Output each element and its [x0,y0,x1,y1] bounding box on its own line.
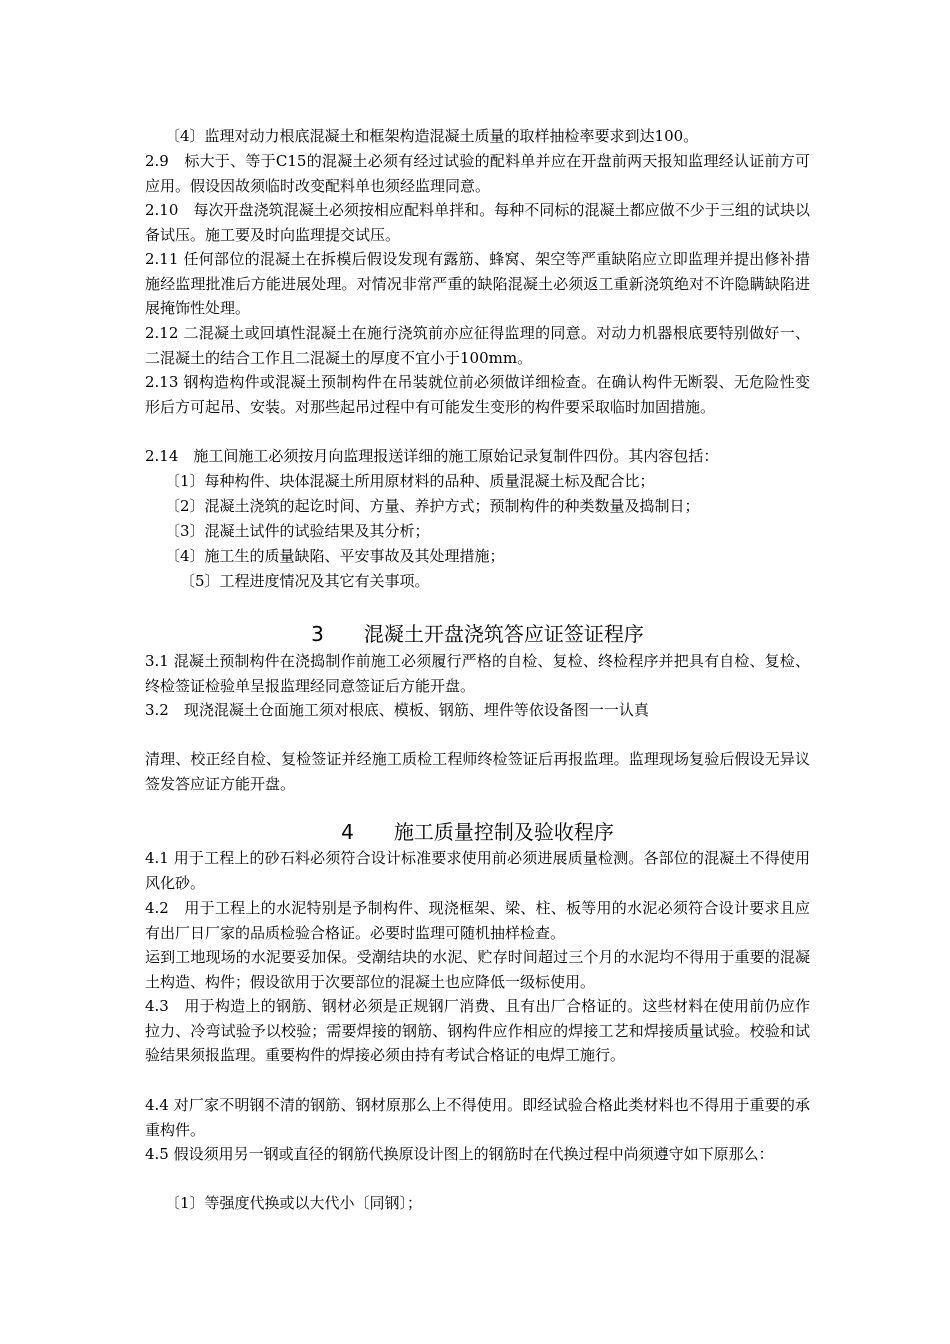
list-item-3: 〔3〕混凝土试件的试验结果及其分析； [165,522,430,540]
clause-4-2-storage: 运到工地现场的水泥要妥加保。受潮结块的水泥、贮存时间超过三个月的水泥均不得用于重要的混凝土构造、构件；假设欲用于次要部位的混凝土也应降低一级标使用。 [145,948,810,991]
clause-3-2-continued: 清理、校正经自检、复检签证并经施工质检工程师终检签证后再报监理。监理现场复验后假设无异议签发答应证方能开盘。 [145,750,810,793]
clause-2-10: 2.10 每次开盘浇筑混凝土必须按相应配料单拌和。每种不同标的混凝土都应做不少于三组的试块以备试压。施工要及时向监理提交试压。 [145,201,810,244]
clause-2-13: 2.13 钢构造构件或混凝土预制构件在吊装就位前必须做详细检查。在确认构件无断裂、无危险性变形后方可起吊、安装。对那些起吊过程中有可能发生变形的构件要采取临时加固措施。 [145,373,810,416]
clause-4-1: 4.1 用于工程上的砂石料必须符合设计标准要求使用前必须进展质量检测。各部位的混凝土不得使用风化砂。 [145,849,810,892]
clause-2-11: 2.11 任何部位的混凝土在拆模后假设发现有露筋、蜂窝、架空等严重缺陷应立即监理并提出修补措施经监理批准后方能进展处理。对情况非常严重的缺陷混凝土必须返工重新浇筑绝对不许隐瞒缺陷进展掩饰性处理。 [145,250,810,317]
clause-4-5: 4.5 假设须用另一钢或直径的钢筋代换原设计图上的钢筋时在代换过程中尚须遵守如下原那么： [145,1145,774,1163]
clause-2-14: 2.14 施工间施工必须按月向监理报送详细的施工原始记录复制件四份。其内容包括： [145,447,719,465]
clause-4-4: 4.4 对厂家不明钢不清的钢筋、钢材原那么上不得使用。即经试验合格此类材料也不得用于重要的承重构件。 [145,1096,810,1139]
clause-4-5-item-1: 〔1〕等强度代换或以大代小〔同钢〕； [165,1194,423,1212]
clause-3-2: 3.2 现浇混凝土仓面施工须对根底、模板、钢筋、埋件等依设备图一一认真 [145,701,649,719]
section-3-heading: 3 混凝土开盘浇筑答应证签证程序 [311,622,644,646]
list-item-2: 〔2〕混凝土浇筑的起讫时间、方量、养护方式；预制构件的种类数量及捣制日； [165,497,700,515]
list-item-5: 〔5〕工程进度情况及其它有关事项。 [180,572,430,590]
clause-4-3: 4.3 用于构造上的钢筋、钢材必须是正规钢厂消费、且有出厂合格证的。这些材料在使用前仍应作拉力、冷弯试验予以校验；需要焊接的钢筋、钢构件应作相应的焊接工艺和焊接质量试验。校验和试验结果须报监理。重要构件的焊接必须由持有考试合格证的电焊工施行。 [145,997,810,1064]
clause-4-2: 4.2 用于工程上的水泥特别是予制构件、现浇框架、梁、柱、板等用的水泥必须符合设计要求且应有出厂日厂家的品质检验合格证。必要时监理可随机抽样检查。 [145,899,810,942]
list-item-4: 〔4〕施工生的质量缺陷、平安事故及其处理措施； [165,547,505,565]
list-item-1: 〔1〕每种构件、块体混凝土所用原材料的品种、质量混凝土标及配合比； [165,472,655,490]
clause-2-12: 2.12 二混凝土或回填性混凝土在施行浇筑前亦应征得监理的同意。对动力机器根底要特别做好一、二混凝土的结合工作且二混凝土的厚度不宜小于100mm。 [145,324,810,367]
section-4-heading: 4 施工质量控制及验收程序 [341,820,614,844]
clause-2-9: 2.9 标大于、等于C15的混凝土必须有经过试验的配料单并应在开盘前两天报知监理经认证前方可应用。假设因故须临时改变配料单也须经监理同意。 [145,152,810,195]
clause-3-1: 3.1 混凝土预制构件在浇捣制作前施工必须履行严格的自检、复检、终检程序并把具有自检、复检、终检签证检验单呈报监理经同意签证后方能开盘。 [145,652,810,695]
paragraph-item-4-sampling: 〔4〕监理对动力根底混凝土和框架构造混凝土质量的取样抽检率要求到达100。 [165,127,699,145]
